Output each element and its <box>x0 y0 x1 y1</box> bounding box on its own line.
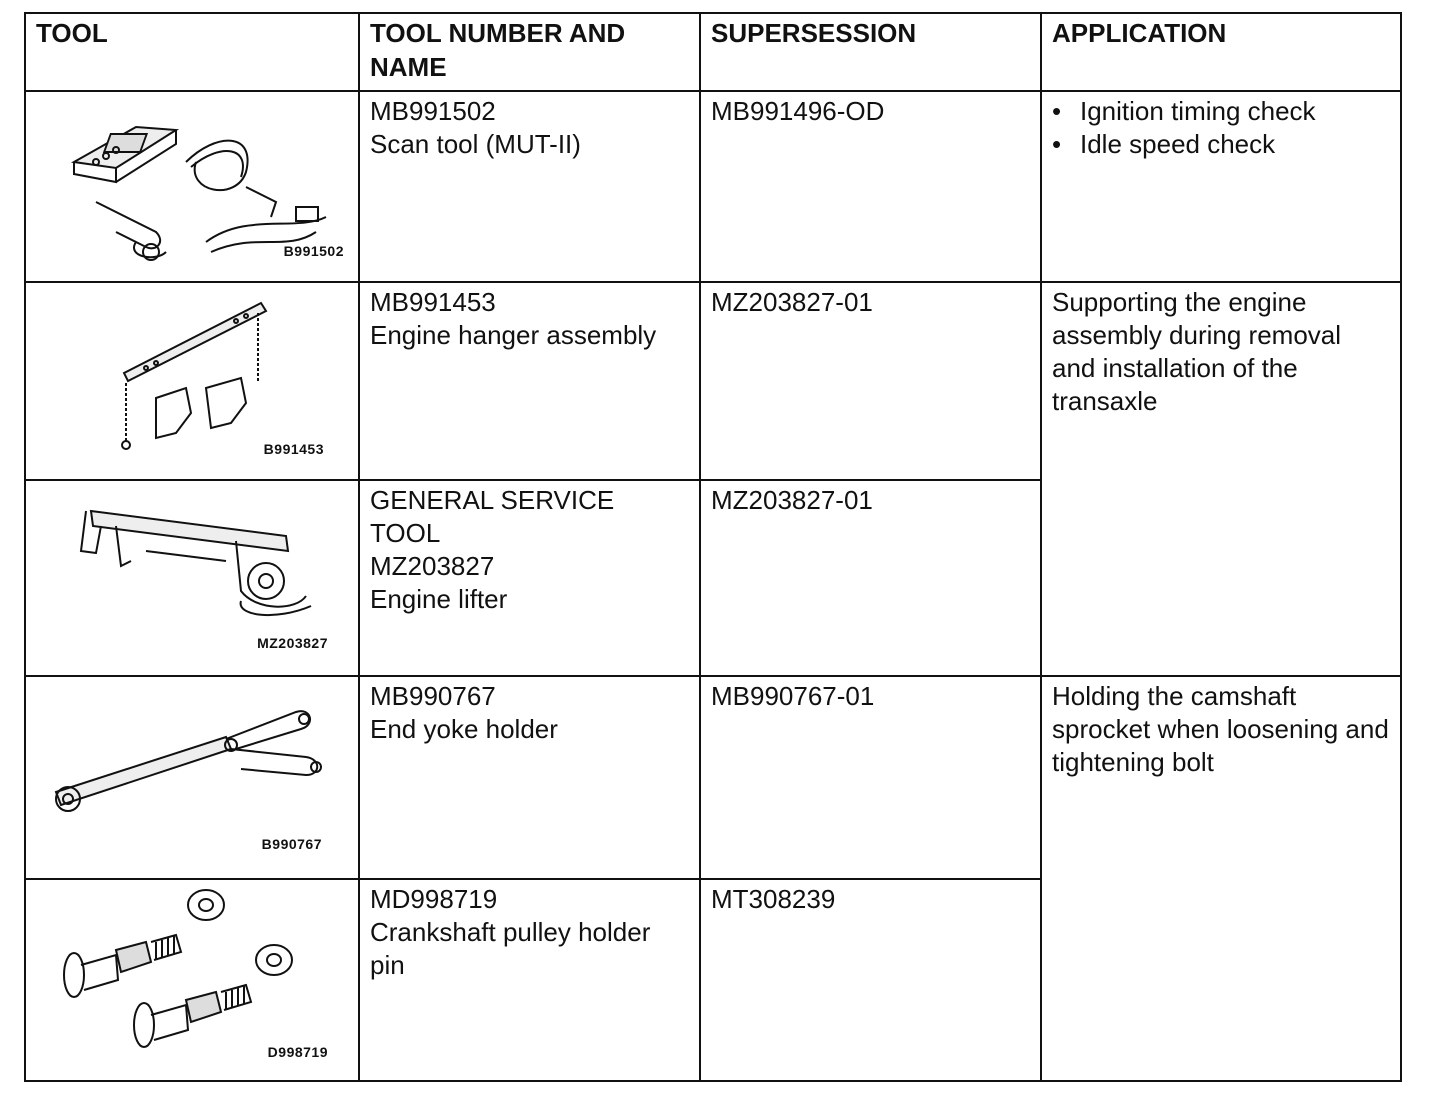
image-label: MZ203827 <box>257 635 328 651</box>
tool-number-cell <box>359 282 700 480</box>
supersession-cell: MZ203827-01 <box>700 282 1041 480</box>
supersession-cell: MB990767-01 <box>700 676 1041 879</box>
special-tools-table <box>24 12 1402 1082</box>
tool-line: Scan tool (MUT-II) <box>370 129 581 159</box>
image-label: B990767 <box>261 836 322 852</box>
tool-line: GENERAL SERVICE <box>370 485 615 515</box>
application-cell: Holding the camshaft sprocket when loosening and tightening bolt <box>1041 676 1401 1081</box>
tool-line: Crankshaft pulley holder <box>370 917 651 947</box>
header-tool: TOOL <box>25 13 359 91</box>
tool-image-cell <box>25 676 359 879</box>
tool-line: Engine lifter <box>370 584 508 614</box>
list-item: • Idle speed check <box>1042 128 1390 161</box>
tool-line: TOOL <box>370 518 441 548</box>
tool-line: MZ203827 <box>370 551 495 581</box>
table-row <box>25 91 1401 282</box>
table-row <box>25 282 1401 480</box>
application-cell: Supporting the engine assembly during removal and installation of the transaxle <box>1041 282 1401 676</box>
tool-image-cell <box>25 282 359 480</box>
tool-image-cell <box>25 480 359 676</box>
header-supersession: SUPERSESSION <box>700 13 1041 91</box>
application-list <box>1042 95 1390 161</box>
tool-number-cell <box>359 480 700 676</box>
header-application: APPLICATION <box>1041 13 1401 91</box>
supersession-cell: MB991496-OD <box>700 91 1041 282</box>
application-cell <box>1041 91 1401 282</box>
tool-line: MD998719 <box>370 884 498 914</box>
table-row <box>25 676 1401 879</box>
tool-line: pin <box>370 950 405 980</box>
supersession-cell: MT308239 <box>700 879 1041 1081</box>
tool-line: Engine hanger assembly <box>370 320 657 350</box>
tool-number-cell <box>359 879 700 1081</box>
tool-line: MB991502 <box>370 96 496 126</box>
tool-image-cell <box>25 91 359 282</box>
tool-line: MB990767 <box>370 681 496 711</box>
tool-number-cell <box>359 91 700 282</box>
image-label: B991453 <box>263 441 324 457</box>
header-row <box>25 13 1401 91</box>
tool-image-cell <box>25 879 359 1081</box>
tool-number-cell <box>359 676 700 879</box>
supersession-cell: MZ203827-01 <box>700 480 1041 676</box>
image-label: B991502 <box>283 243 344 259</box>
tool-line: End yoke holder <box>370 714 558 744</box>
image-label: D998719 <box>267 1044 328 1060</box>
header-tool-number: TOOL NUMBER AND NAME <box>359 13 700 91</box>
tool-line: MB991453 <box>370 287 496 317</box>
list-item: • Ignition timing check <box>1042 95 1390 128</box>
